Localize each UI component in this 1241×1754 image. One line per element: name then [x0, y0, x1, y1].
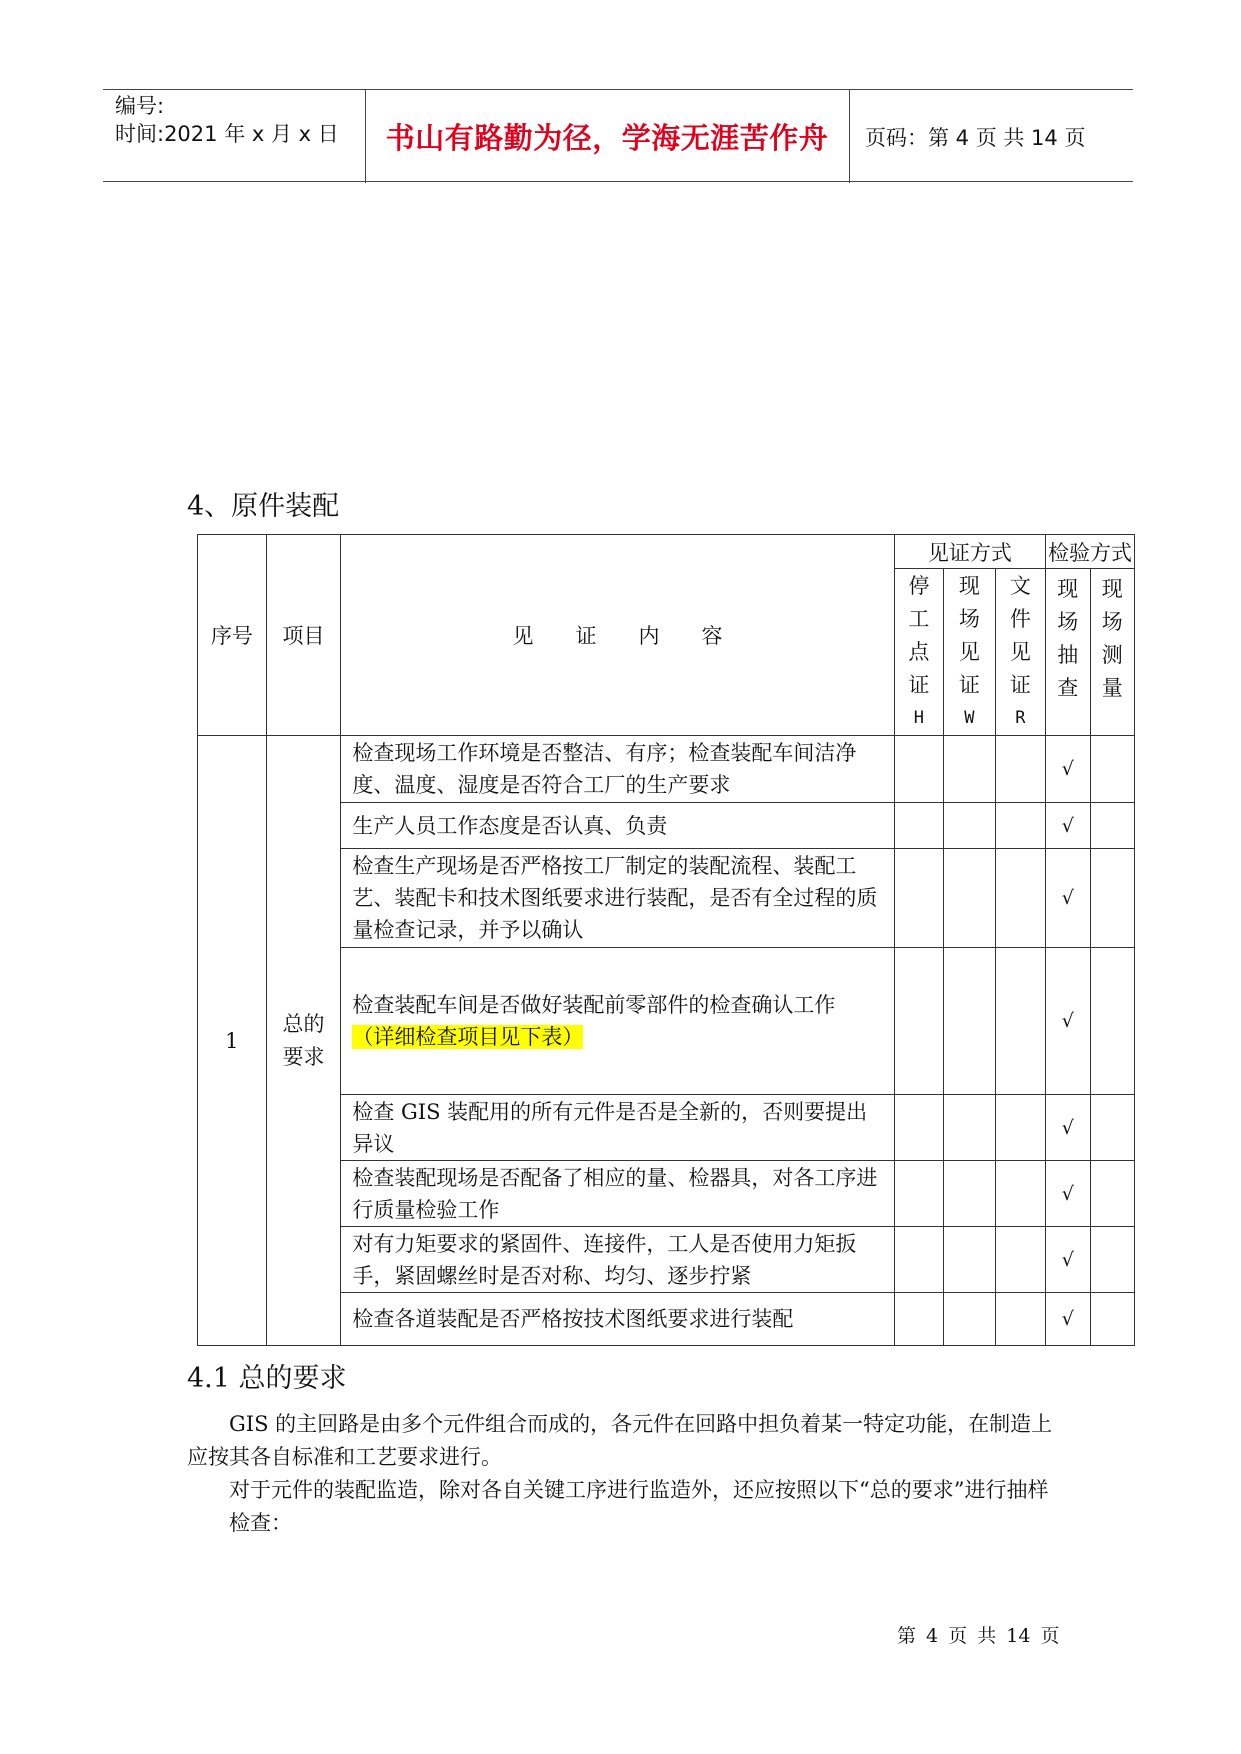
inspection-table — [197, 534, 1135, 1346]
header-hold-point: 停 工 点 证 H — [894, 569, 943, 736]
header-meta — [115, 92, 339, 148]
header-content: 见 证 内 容 — [341, 535, 894, 736]
row-content: 生产人员工作态度是否认真、负责 — [341, 803, 894, 849]
header-document-witness: 文 件 见 证 R — [995, 569, 1045, 736]
row-content: 检查生产现场是否严格按工厂制定的装配流程、装配工艺、装配卡和技术图纸要求进行装配，是否有全过程的质量检查记录，并予以确认 — [341, 849, 894, 948]
spot-check-mark: √ — [1046, 803, 1090, 849]
header-witness-method: 见证方式 — [894, 535, 1045, 569]
highlighted-note: （详细检查项目见下表） — [352, 1025, 584, 1049]
spot-check-mark: √ — [1046, 948, 1090, 1095]
row-content: 检查各道装配是否严格按技术图纸要求进行装配 — [341, 1293, 894, 1346]
body-paragraph: GIS 的主回路是由多个元件组合而成的，各元件在回路中担负着某一特定功能，在制造上应按其各自标准和工艺要求进行。 — [187, 1412, 1053, 1469]
row-content: 检查现场工作环境是否整洁、有序；检查装配车间洁净度、温度、湿度是否符合工厂的生产要求 — [341, 736, 894, 803]
page-header — [103, 89, 1133, 182]
spot-check-mark: √ — [1046, 1227, 1090, 1293]
spot-check-mark: √ — [1046, 736, 1090, 803]
header-item: 项目 — [266, 535, 341, 736]
row-content: 检查装配现场是否配备了相应的量、检器具，对各工序进行质量检验工作 — [341, 1161, 894, 1227]
row-content: 对有力矩要求的紧固件、连接件，工人是否使用力矩扳手，紧固螺丝时是否对称、均匀、逐步拧紧 — [341, 1227, 894, 1293]
header-site-measure: 现 场 测 量 — [1090, 569, 1134, 736]
page-footer: 第 4 页 共 14 页 — [897, 1625, 1060, 1647]
row-content: 检查装配车间是否做好装配前零部件的检查确认工作 （详细检查项目见下表） — [341, 948, 894, 1095]
row-content: 检查 GIS 装配用的所有元件是否是全新的，否则要提出异议 — [341, 1095, 894, 1161]
subsection-title: 4.1 总的要求 — [187, 1363, 347, 1394]
group-item: 总的 要求 — [266, 736, 341, 1346]
spot-check-mark: √ — [1046, 1161, 1090, 1227]
header-seq: 序号 — [198, 535, 267, 736]
spot-check-mark: √ — [1046, 1293, 1090, 1346]
header-divider — [849, 90, 850, 183]
header-spot-check: 现 场 抽 查 — [1046, 569, 1090, 736]
spot-check-mark: √ — [1046, 1095, 1090, 1161]
section-title: 4、原件装配 — [187, 491, 340, 522]
group-seq: 1 — [198, 736, 267, 1346]
header-inspection-method: 检验方式 — [1046, 535, 1135, 569]
header-page-number: 页码：第 4 页 共 14 页 — [865, 125, 1086, 150]
spot-check-mark: √ — [1046, 849, 1090, 948]
document-time-label: 时间:2021 年 x 月 x 日 — [115, 122, 339, 146]
header-motto: 书山有路勤为径，学海无涯苦作舟 — [385, 121, 829, 155]
header-site-witness: 现 场 见 证 W — [944, 569, 995, 736]
body-paragraph: 对于元件的装配监造，除对各自关键工序进行监造外，还应按照以下“总的要求”进行抽样检查： — [229, 1478, 1049, 1535]
table-row — [198, 736, 1135, 803]
document-number-label: 编号: — [115, 94, 165, 118]
